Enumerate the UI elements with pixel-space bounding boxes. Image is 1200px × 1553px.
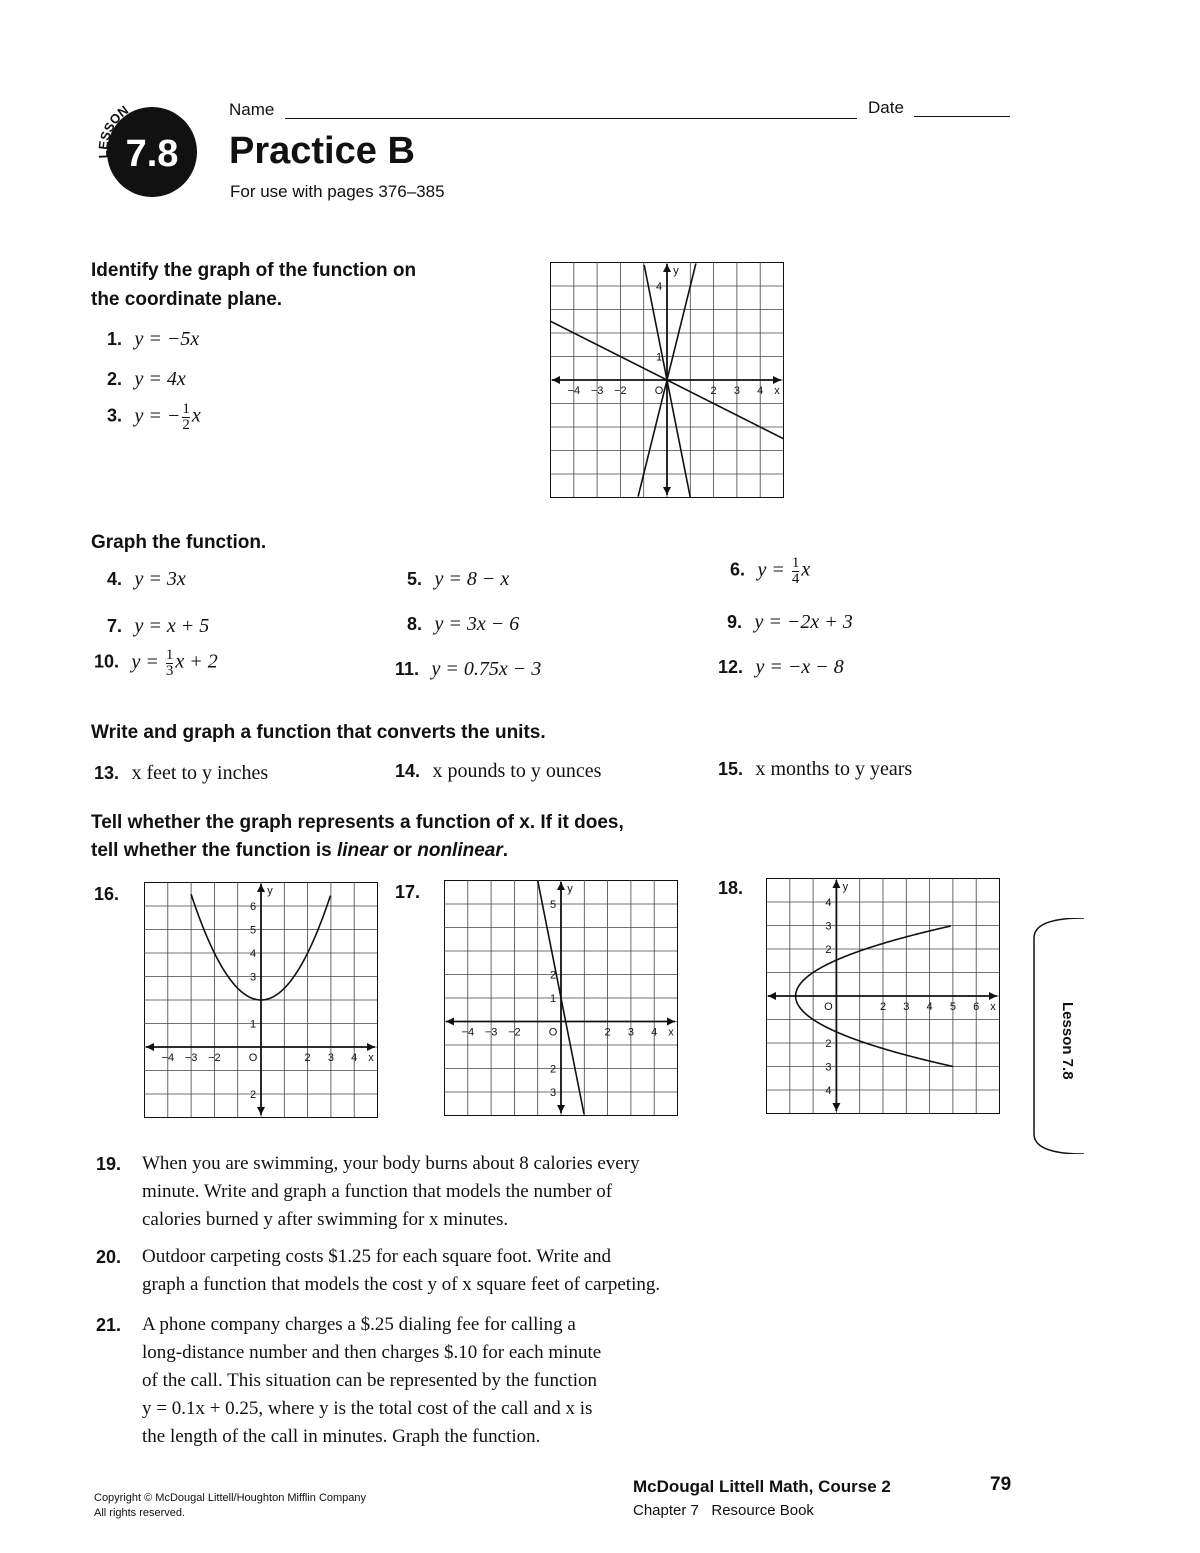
- problem-number: 19.: [96, 1154, 122, 1174]
- problem-20: [96, 1243, 816, 1299]
- problem-19: [96, 1150, 816, 1234]
- y-tick-label: 1: [655, 351, 663, 364]
- problem-10: [94, 648, 218, 679]
- problem-9: [727, 611, 853, 634]
- equation: y = −x − 8: [755, 656, 844, 678]
- origin-label: O: [548, 1026, 558, 1039]
- problem-number: 2.: [107, 369, 123, 389]
- section1-instruction-1: Identify the graph of the function on: [91, 260, 417, 281]
- problem-text: x feet to y inches: [131, 762, 269, 784]
- x-axis-label: x: [990, 1001, 996, 1013]
- problem-number: 21.: [96, 1315, 122, 1335]
- origin-label: O: [654, 385, 664, 397]
- graph-18-sideways-parabola: [766, 878, 1002, 1116]
- x-tick-label: 2: [604, 1026, 611, 1039]
- x-tick-label: 2: [304, 1052, 311, 1064]
- problem-12: [718, 656, 844, 679]
- text-line: minute. Write and graph a function that models the number of: [142, 1181, 613, 1202]
- coordinate-plane-lines: [550, 262, 786, 500]
- problem-text: [142, 1243, 816, 1299]
- problem-text: x months to y years: [755, 758, 913, 780]
- problem-7: [107, 615, 209, 638]
- side-tab-label: Lesson 7.8: [1059, 1002, 1076, 1080]
- side-tab: [1026, 918, 1088, 1154]
- y-tick-label: 4: [825, 897, 832, 909]
- x-tick-label: 2: [879, 1001, 887, 1013]
- problem-6: [730, 556, 810, 587]
- y-tick-label: 4: [249, 948, 257, 960]
- problem-13: [94, 762, 268, 785]
- section4-instruction-2: [91, 840, 508, 862]
- nonlinear-word: nonlinear: [417, 840, 503, 861]
- y-tick-label: 5: [249, 924, 257, 937]
- fraction-numerator: 1: [182, 401, 190, 417]
- fraction-denominator: 4: [791, 571, 800, 587]
- graph-label-16: 16.: [94, 884, 120, 904]
- text-line: the length of the call in minutes. Graph the function.: [142, 1426, 541, 1447]
- x-tick-label: 3: [903, 1001, 910, 1013]
- problem-3: [107, 402, 201, 433]
- instruction-text: .: [502, 840, 509, 861]
- problem-14: [395, 760, 601, 783]
- date-line[interactable]: [914, 116, 1010, 117]
- text-line: graph a function that models the cost y of x square feet of carpeting.: [142, 1274, 661, 1295]
- x-tick-label: 6: [973, 1001, 980, 1013]
- problem-number: 5.: [407, 569, 423, 589]
- section3-instruction: Write and graph a function that converts the units.: [91, 722, 546, 743]
- equation-suffix: x + 2: [175, 650, 218, 673]
- equation-prefix: y =: [757, 558, 790, 581]
- side-tab-bracket: [1026, 918, 1088, 1154]
- problem-5: [407, 568, 509, 591]
- y-tick-label: 3: [549, 1087, 557, 1099]
- problem-number: 9.: [727, 612, 743, 632]
- fraction-numerator: 1: [165, 647, 174, 663]
- x-axis-label: x: [368, 1052, 374, 1064]
- equation-suffix: x: [191, 404, 201, 427]
- x-tick-label: 3: [327, 1052, 334, 1064]
- date-label: Date: [868, 98, 904, 117]
- copyright-line-1: Copyright © McDougal Littell/Houghton Mifflin Company: [94, 1492, 367, 1504]
- x-tick-label: −2: [614, 385, 627, 397]
- problem-text: [142, 1150, 816, 1234]
- equation: y = 0.75x − 3: [431, 658, 542, 680]
- section4-instruction-1: Tell whether the graph represents a function of x. If it does,: [91, 812, 624, 833]
- problem-number: 1.: [107, 329, 123, 349]
- problem-2: [107, 368, 186, 391]
- x-tick-label: 4: [351, 1052, 358, 1064]
- x-tick-label: −4: [567, 385, 581, 397]
- problem-number: 14.: [395, 761, 421, 781]
- x-tick-label: 3: [733, 385, 740, 397]
- y-tick-label: 2: [549, 1063, 557, 1076]
- problem-number: 6.: [730, 559, 746, 580]
- section1-instruction-2: the coordinate plane.: [91, 289, 283, 310]
- problem-text: [142, 1311, 816, 1451]
- equation: y = x + 5: [134, 615, 210, 637]
- problem-4: [107, 568, 186, 591]
- equation: y = 8 − x: [434, 568, 510, 590]
- text-line: of the call. This situation can be represented by the function: [142, 1370, 597, 1391]
- y-tick-label: 2: [825, 1038, 832, 1050]
- page-number: 79: [990, 1474, 1012, 1495]
- problem-8: [407, 613, 519, 636]
- y-tick-label: 6: [249, 901, 257, 913]
- lesson-badge-graphic: [86, 86, 206, 206]
- problem-15: [718, 758, 912, 781]
- problem-number: 7.: [107, 616, 123, 636]
- y-tick-label: 1: [549, 993, 557, 1005]
- equation-suffix: x: [801, 558, 811, 581]
- graph-16-parabola: [144, 882, 380, 1120]
- origin-label: O: [248, 1052, 258, 1064]
- page-subtitle: For use with pages 376–385: [230, 182, 445, 201]
- fraction-denominator: 2: [182, 417, 190, 433]
- y-tick-label: 3: [825, 920, 832, 933]
- x-tick-label: 3: [627, 1026, 634, 1039]
- problem-number: 8.: [407, 614, 423, 634]
- graph-label-17: 17.: [395, 882, 421, 902]
- y-tick-label: 3: [825, 1061, 832, 1074]
- graph-label-18: 18.: [718, 878, 744, 898]
- equation: y = 4x: [134, 368, 186, 390]
- problem-number: 3.: [107, 405, 123, 426]
- x-tick-label: −2: [208, 1052, 221, 1064]
- problem-number: 10.: [94, 651, 120, 672]
- fraction: [792, 556, 800, 587]
- y-tick-label: 4: [825, 1085, 832, 1097]
- name-label: Name: [229, 100, 275, 119]
- section2-instruction: Graph the function.: [91, 532, 267, 553]
- y-tick-label: 5: [549, 899, 557, 911]
- text-line: long-distance number and then charges $.10 for each minute: [142, 1342, 602, 1363]
- text-line: Outdoor carpeting costs $1.25 for each square foot. Write and: [142, 1246, 611, 1267]
- fraction: [182, 402, 190, 433]
- instruction-text: tell whether the function is: [91, 840, 337, 861]
- text-line: When you are swimming, your body burns about 8 calories every: [142, 1153, 640, 1174]
- x-tick-label: −3: [484, 1026, 498, 1039]
- problem-21: [96, 1311, 816, 1451]
- x-tick-label: 4: [651, 1026, 658, 1039]
- instruction-text: or: [387, 840, 418, 861]
- equation: y = 3x − 6: [434, 613, 520, 635]
- equation-prefix: y = −: [134, 404, 181, 427]
- lesson-badge: [86, 86, 206, 206]
- page-title: Practice B: [229, 130, 415, 172]
- x-tick-label: −2: [508, 1026, 521, 1039]
- y-tick-label: 3: [249, 971, 257, 984]
- y-tick-label: 1: [249, 1018, 257, 1031]
- linear-word: linear: [336, 840, 388, 861]
- x-axis-label: x: [668, 1026, 674, 1039]
- equation: y = −2x + 3: [754, 611, 853, 633]
- y-tick-label: 4: [655, 281, 663, 293]
- problem-11: [395, 658, 541, 681]
- book-subtitle: Chapter 7 Resource Book: [633, 1502, 814, 1519]
- problem-number: 15.: [718, 759, 744, 779]
- y-axis-label: y: [842, 881, 849, 893]
- name-line[interactable]: [285, 118, 857, 119]
- lesson-label: LESSON: [95, 102, 132, 159]
- y-tick-label: 2: [549, 969, 557, 982]
- problem-text: x pounds to y ounces: [432, 760, 602, 782]
- origin-label: O: [824, 1001, 833, 1013]
- x-tick-label: −3: [184, 1052, 198, 1064]
- fraction-denominator: 3: [165, 663, 174, 679]
- x-tick-label: −3: [590, 385, 604, 397]
- y-axis-label: y: [267, 885, 273, 897]
- y-axis-label: y: [673, 265, 679, 277]
- y-tick-label: 2: [825, 944, 832, 956]
- problem-number: 13.: [94, 763, 120, 783]
- x-tick-label: 2: [710, 385, 717, 397]
- text-line: calories burned y after swimming for x minutes.: [142, 1209, 509, 1230]
- fraction-numerator: 1: [791, 555, 800, 571]
- problem-number: 12.: [718, 657, 744, 677]
- y-tick-label: 2: [249, 1089, 257, 1101]
- equation: y = −5x: [134, 328, 200, 350]
- fraction: [166, 648, 174, 679]
- text-line: A phone company charges a $.25 dialing fee for calling a: [142, 1314, 576, 1335]
- y-axis-label: y: [567, 883, 573, 895]
- equation: y = 3x: [134, 568, 186, 590]
- graph-17-line: [444, 880, 680, 1118]
- x-tick-label: −4: [161, 1052, 175, 1064]
- problem-number: 4.: [107, 569, 123, 589]
- problem-number: 20.: [96, 1247, 122, 1267]
- copyright-line-2: All rights reserved.: [94, 1507, 186, 1519]
- text-line: y = 0.1x + 0.25, where y is the total cost of the call and x is: [142, 1398, 593, 1419]
- problem-1: [107, 328, 199, 351]
- x-tick-label: −4: [461, 1026, 475, 1039]
- x-tick-label: 4: [926, 1001, 933, 1013]
- x-axis-label: x: [774, 385, 780, 397]
- equation-prefix: y =: [131, 650, 164, 673]
- x-tick-label: 4: [757, 385, 764, 397]
- problem-number: 11.: [395, 659, 420, 679]
- lesson-number: 7.8: [125, 133, 179, 175]
- book-title: McDougal Littell Math, Course 2: [633, 1477, 891, 1496]
- x-tick-label: 5: [949, 1001, 956, 1013]
